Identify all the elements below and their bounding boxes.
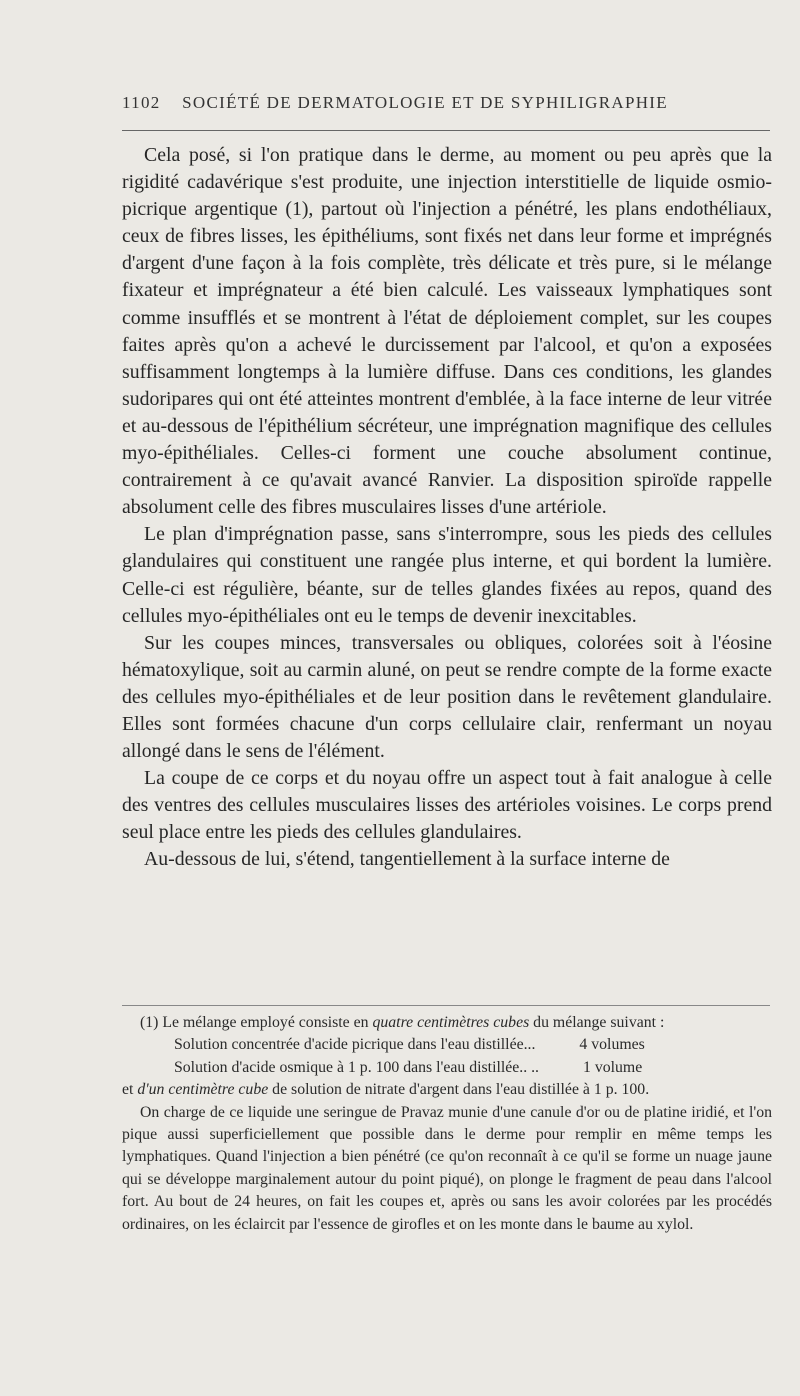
footnote-paragraph: On charge de ce liquide une seringue de Pravaz munie d'une canule d'or ou de platine iridié, et l'on pique aussi superficiellement que possible dans le derme pour remplir en même temps les lymphatiques. Quand l'injection a bien pénétré (ce qu'on reconnaît à ce qu'il se forme un nuage jaune qui se développe marginalement autour du point piqué), on plonge le fragment de peau dans l'alcool fort. Au bout de 24 heures, on fait les coupes et, après ou sans les avoir colorées par les procédés ordinaires, on les éclaircit par l'essence de girofles et on les monte dans le baume au xylol. — [122, 1103, 772, 1233]
footnote — [122, 1012, 772, 1236]
page-number: 1102 — [122, 93, 161, 112]
footnote-solution-2: Solution d'acide osmique à 1 p. 100 dans l'eau distillée.. .. 1 volume — [174, 1058, 643, 1076]
running-header — [122, 93, 772, 113]
running-title: SOCIÉTÉ DE DERMATOLOGIE ET DE SYPHILIGRAPHIE — [182, 93, 668, 112]
footnote-line: et d'un centimètre cube de solution de nitrate d'argent dans l'eau distillée à 1 p. 100. — [122, 1081, 650, 1099]
paragraph: La coupe de ce corps et du noyau offre un aspect tout à fait analogue à celle des ventres des cellules musculaires lisses des artérioles voisines. Le corps prend seul place entre les pieds des cellules glandulaires. — [122, 767, 772, 844]
body-text — [122, 142, 772, 874]
footnote-intro: (1) Le mélange employé consiste en quatre centimètres cubes du mélange suivant : — [140, 1014, 665, 1031]
header-rule — [122, 130, 770, 131]
footnote-rule — [122, 1005, 770, 1006]
paragraph: Cela posé, si l'on pratique dans le derme, au moment ou peu après que la rigidité cadavérique s'est produite, une injection interstitielle de liquide osmio-picrique argentique (1), partout où l'injection a pénétré, les plans endothéliaux, ceux de fibres lisses, les épithéliums, sont fixés net dans leur forme et imprégnés d'argent d'une façon à la fois complète, très délicate et très pure, si le mélange fixateur et imprégnateur a été bien calculé. Les vaisseaux lymphatiques sont comme insufflés et se montrent à l'état de déploiement complet, sur les coupes faites après qu'on a achevé le durcissement par l'alcool, et qu'on a exposées suffisamment longtemps à la lumière diffuse. Dans ces conditions, les glandes sudoripares qui ont été atteintes montrent d'emblée, à la face interne de leur vitrée et au-dessous de l'épithélium sécréteur, une imprégnation magnifique des cellules myo-épithéliales. Celles-ci forment une couche absolument continue, contrairement à ce qu'avait avancé Ranvier. La disposition spiroïde rappelle absolument celle des fibres musculaires lisses d'une artériole. — [122, 144, 772, 519]
footnote-solution-1: Solution concentrée d'acide picrique dans l'eau distillée... 4 volumes — [174, 1036, 645, 1054]
paragraph: Le plan d'imprégnation passe, sans s'interrompre, sous les pieds des cellules glandulaires qui constituent une rangée plus interne, et qui bordent la lumière. Celle-ci est régulière, béante, sur de telles glandes fixées au repos, quand des cellules myo-épithéliales ont eu le temps de devenir inexcitables. — [122, 523, 772, 627]
paragraph: Au-dessous de lui, s'étend, tangentiellement à la surface interne de — [144, 848, 670, 871]
paragraph: Sur les coupes minces, transversales ou obliques, colorées soit à l'éosine hématoxylique, soit au carmin aluné, on peut se rendre compte de la forme exacte des cellules myo-épithéliales et de leur position dans le revêtement glandulaire. Elles sont formées chacune d'un corps cellulaire clair, renfermant un noyau allongé dans le sens de l'élément. — [122, 631, 772, 763]
